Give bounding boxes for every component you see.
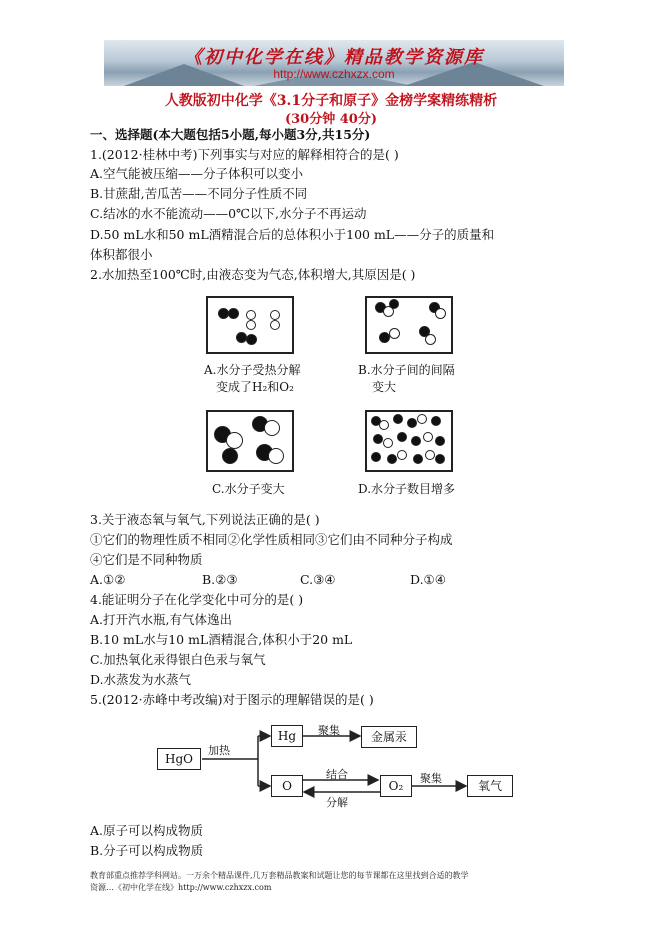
q3-option-b: B.②③ — [202, 572, 238, 587]
q2-caption-d: D.水分子数目增多 — [358, 482, 456, 496]
q5-stem: 5.(2012·赤峰中考改编)对于图示的理解错误的是( ) — [90, 692, 374, 707]
header-banner — [104, 40, 564, 86]
q2-figure-a — [206, 296, 294, 354]
footer-line-2[interactable]: 资源…《初中化学在线》http://www.czhxzx.com — [90, 883, 272, 892]
q2-caption-a-cont: 变成了H₂和O₂ — [216, 380, 294, 394]
q5-option-a: A.原子可以构成物质 — [90, 823, 204, 838]
q5-heat-label: 加热 — [208, 744, 230, 757]
q5-oxygen-box: 氧气 — [467, 775, 513, 797]
q4-option-d: D.水蒸发为水蒸气 — [90, 672, 192, 687]
q1-option-b: B.甘蔗甜,苦瓜苦——不同分子性质不同 — [90, 186, 308, 201]
q2-figure-b — [365, 296, 453, 354]
q3-stem: 3.关于液态氧与氧气,下列说法正确的是( ) — [90, 512, 320, 527]
q3-option-a: A.①② — [90, 572, 126, 587]
q2-figure-d — [365, 410, 453, 472]
q5-gather-label-2: 聚集 — [420, 772, 442, 785]
q5-o2-box: O₂ — [380, 775, 412, 797]
q2-stem: 2.水加热至100℃时,由液态变为气态,体积增大,其原因是( ) — [90, 267, 416, 282]
q3-statements: ①它们的物理性质不相同②化学性质相同③它们由不同种分子构成 — [90, 532, 453, 547]
q4-option-c: C.加热氧化汞得银白色汞与氧气 — [90, 652, 266, 667]
q4-option-a: A.打开汽水瓶,有气体逸出 — [90, 612, 232, 627]
q5-metal-mercury-box: 金属汞 — [361, 726, 417, 748]
q3-option-c: C.③④ — [300, 572, 336, 587]
q5-hgo-box: HgO — [157, 748, 201, 770]
q5-gather-label-1: 聚集 — [318, 724, 340, 737]
q5-o-box: O — [271, 775, 303, 797]
q2-caption-b-cont: 变大 — [372, 380, 397, 394]
section-heading: 一、选择题(本大题包括5小题,每小题3分,共15分) — [90, 127, 371, 142]
q5-combine-label: 结合 — [326, 768, 348, 781]
q4-option-b: B.10 mL水与10 mL酒精混合,体积小于20 mL — [90, 632, 353, 647]
q5-decompose-label: 分解 — [326, 796, 348, 809]
doc-title: 人教版初中化学《3.1分子和原子》金榜学案精练精析 — [164, 93, 498, 109]
banner-url[interactable]: http://www.czhxzx.com — [273, 67, 395, 81]
q3-statements-cont: ④它们是不同种物质 — [90, 552, 203, 567]
q1-option-a: A.空气能被压缩——分子体积可以变小 — [90, 166, 304, 181]
q3-option-d: D.①④ — [410, 572, 446, 587]
q1-option-d: D.50 mL水和50 mL酒精混合后的总体积小于100 mL——分子的质量和 — [90, 227, 495, 242]
q2-caption-a: A.水分子受热分解 — [204, 363, 301, 377]
doc-subtitle: (30分钟 40分) — [284, 112, 377, 127]
q2-caption-c: C.水分子变大 — [212, 482, 285, 496]
q1-stem: 1.(2012·桂林中考)下列事实与对应的解释相符合的是( ) — [90, 147, 399, 162]
q5-hg-box: Hg — [271, 725, 303, 747]
banner-title: 《初中化学在线》精品教学资源库 — [184, 47, 484, 68]
q2-caption-b: B.水分子间的间隔 — [358, 363, 455, 377]
footer-line-1: 教育部重点推荐学科网站。一万余个精品课件,几万套精品教案和试题让您的每节课都在这里找到合适的教学 — [90, 871, 469, 880]
q5-option-b: B.分子可以构成物质 — [90, 843, 204, 858]
q2-figure-c — [206, 410, 294, 472]
page-footer — [90, 870, 590, 894]
q1-option-c: C.结冰的水不能流动——0℃以下,水分子不再运动 — [90, 206, 367, 221]
q4-stem: 4.能证明分子在化学变化中可分的是( ) — [90, 592, 304, 607]
q1-option-d-cont: 体积都很小 — [90, 247, 153, 262]
